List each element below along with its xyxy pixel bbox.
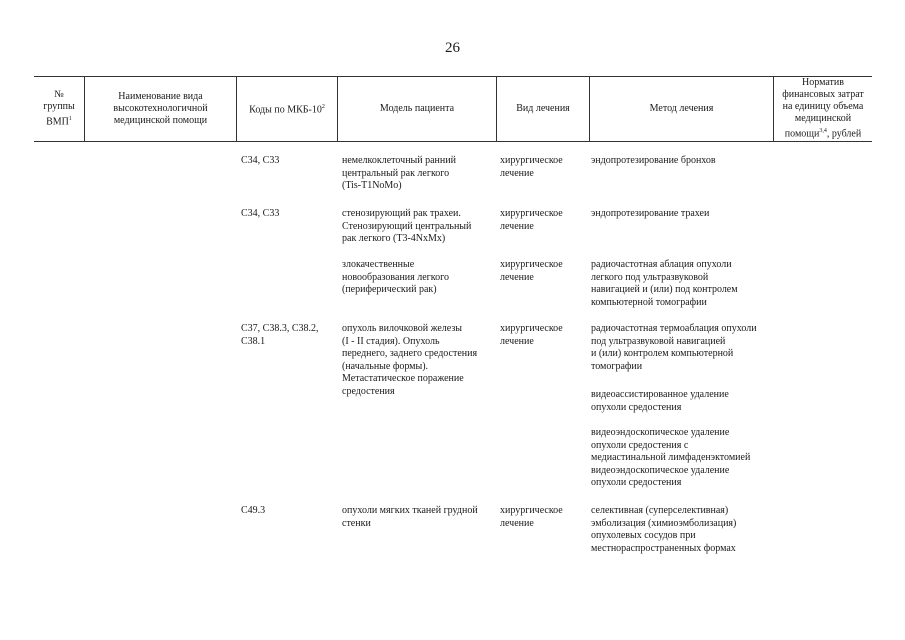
row-3-type: хирургическое лечение — [500, 259, 563, 283]
page-number: 26 — [445, 40, 460, 56]
header-cost-norm: Норматив финансовых затрат на единицу объема медицинской помощи$^{3,4}$, рублей — [782, 76, 864, 140]
row-5-method: селективная (суперселективная) эмболизация (химиоэмболизация) опухолевых сосудов при местнораспространенных формах — [591, 505, 737, 554]
row-4-method: радиочастотная термоаблация опухоли под ультразвуковой навигацией и (или) контролем компьютерной томографии — [591, 323, 757, 372]
row-5-type: хирургическое лечение — [500, 505, 563, 529]
header-treatment-type: Вид лечения — [516, 102, 570, 114]
header-care-type: Наименование вида высокотехнологичной медицинской помощи — [113, 90, 208, 126]
row-1-method: эндопротезирование бронхов — [591, 155, 716, 166]
header-patient-model: Модель пациента — [379, 102, 455, 114]
row-4-method-2: видеоассистированное удаление опухоли средостения — [591, 389, 729, 413]
row-2-type: хирургическое лечение — [500, 208, 563, 232]
row-4-type: хирургическое лечение — [500, 323, 563, 347]
row-4-icd: C37, C38.3, C38.2, C38.1 — [241, 323, 319, 347]
header-bottom-rule — [34, 141, 872, 142]
row-2-icd: C34, C33 — [241, 208, 280, 219]
row-1-model: немелкоклеточный ранний центральный рак легкого (Tis-T1NoMo) — [342, 155, 456, 191]
row-3-model: злокачественные новообразования легкого (периферический рак) — [342, 259, 449, 295]
row-2-method: эндопротезирование трахеи — [591, 208, 710, 219]
row-3-method: радиочастотная аблация опухоли легкого под ультразвуковой навигацией и (или) под контролем компьютерной томографии — [591, 259, 738, 308]
row-1-icd: C34, C33 — [241, 155, 280, 166]
row-4-model: опухоль вилочковой железы (I - II стадия). Опухоль переднего, заднего средостения (начальные формы). Метастатическое поражение средостения — [342, 323, 478, 397]
header-group-no: № группы ВМП$^1$ — [43, 88, 75, 128]
row-5-model: опухоли мягких тканей грудной стенки — [342, 505, 478, 529]
header-icd-codes: Коды по МКБ-$10^2$ — [249, 103, 325, 116]
row-5-icd: C49.3 — [241, 505, 266, 516]
row-4-method-3: видеоэндоскопическое удаление опухоли средостения с медиастинальной лимфаденэктомией видеоэндоскопическое удаление опухоли средостения — [591, 427, 751, 488]
header-treatment-method: Метод лечения — [649, 102, 714, 114]
row-1-type: хирургическое лечение — [500, 155, 563, 179]
row-2-model: стенозирующий рак трахеи. Стенозирующий центральный рак легкого (T3-4NxMx) — [342, 208, 472, 244]
